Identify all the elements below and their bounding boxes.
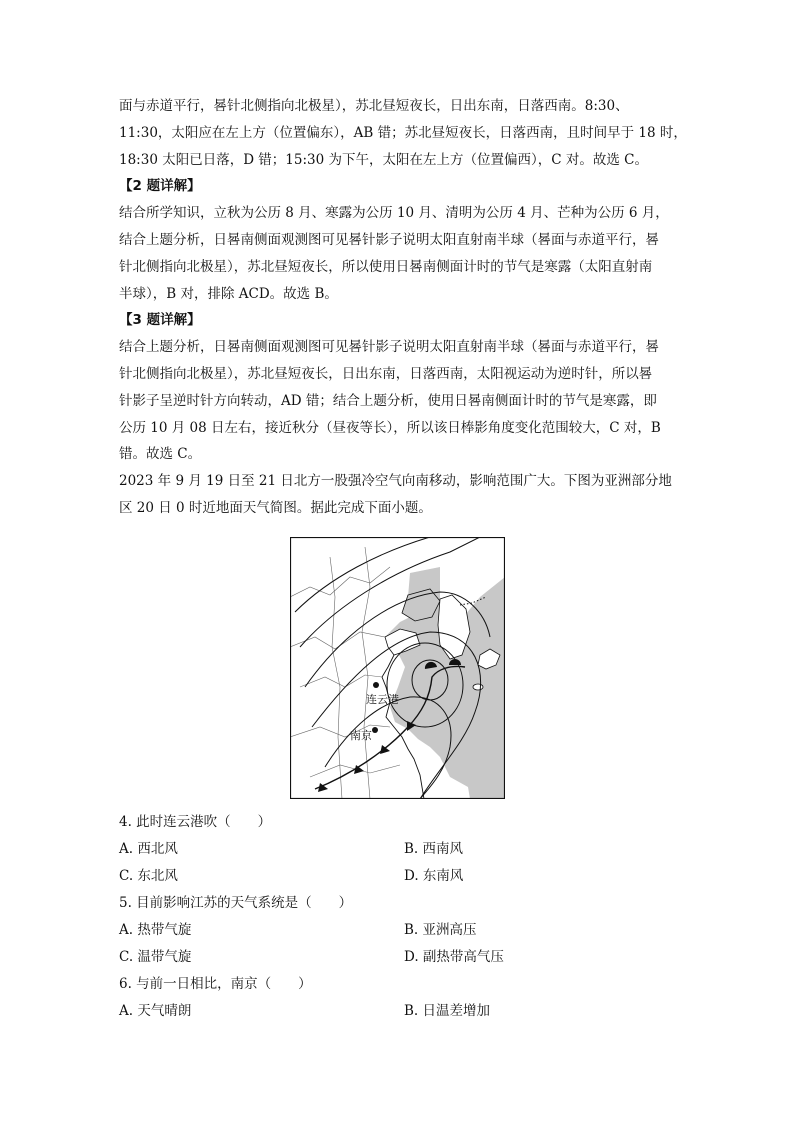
explanation-line: 半球），B 对，排除 ACD。故选 B。	[119, 285, 338, 302]
explanation-line: 针北侧指向北极星），苏北昼短夜长，日出东南，日落西南，太阳视运动为逆时针，所以晷	[119, 365, 653, 382]
q4-option-c[interactable]: C. 东北风	[119, 868, 178, 884]
explanation-line: 结合上题分析，日晷南侧面观测图可见晷针影子说明太阳直射南半球（晷面与赤道平行，晷	[119, 231, 659, 248]
explanation-line: 针影子呈逆时针方向转动，AD 错；结合上题分析，使用日晷南侧面计时的节气是寒露，即	[119, 392, 657, 409]
q6-option-b[interactable]: B. 日温差增加	[404, 1003, 491, 1019]
question-5-stem: 5. 目前影响江苏的天气系统是（ ）	[119, 895, 353, 911]
small-island	[473, 684, 483, 690]
explanation-section	[119, 93, 699, 522]
explanation-line: 结合所学知识，立秋为公历 8 月、寒露为公历 10 月、清明为公历 4 月、芒种为公历 6 月，	[119, 205, 669, 222]
weather-map	[290, 537, 505, 799]
intro-line: 区 20 日 0 时近地面天气简图。据此完成下面小题。	[119, 499, 432, 516]
nanjing-label: 南京	[350, 729, 372, 742]
intro-line: 2023 年 9 月 19 日至 21 日北方一股强冷空气向南移动，影响范围广大。下图为亚洲部分地	[119, 473, 672, 490]
question-4-stem: 4. 此时连云港吹（ ）	[119, 814, 272, 830]
q4-option-a[interactable]: A. 西北风	[119, 841, 178, 857]
explanation-line: 11:30，太阳应在左上方（位置偏东），AB 错；苏北昼短夜长，日落西南，且时间早于 18 时，	[119, 124, 687, 141]
lianyungang-dot	[373, 682, 379, 688]
explanation-line: 结合上题分析，日晷南侧面观测图可见晷针影子说明太阳直射南半球（晷面与赤道平行，晷	[119, 339, 659, 356]
lianyungang-label: 连云港	[366, 693, 399, 706]
explanation-line: 18:30 太阳已日落，D 错；15:30 为下午，太阳在左上方（位置偏西），C 对。故选 C。	[119, 151, 648, 168]
q6-option-a[interactable]: A. 天气晴朗	[119, 1003, 192, 1019]
explanation-line: 错。故选 C。	[119, 446, 202, 463]
q4-option-d[interactable]: D. 东南风	[404, 868, 464, 884]
q3-heading: 【3 题详解】	[119, 312, 201, 329]
explanation-line: 面与赤道平行，晷针北侧指向北极星），苏北昼短夜长，日出东南，日落西南。8:30、	[119, 98, 629, 114]
province-borders	[290, 547, 400, 799]
explanation-line: 针北侧指向北极星），苏北昼短夜长，所以使用日晷南侧面计时的节气是寒露（太阳直射南	[119, 258, 653, 275]
q2-heading: 【2 题详解】	[119, 178, 201, 195]
q5-option-a[interactable]: A. 热带气旋	[119, 922, 192, 938]
q5-option-d[interactable]: D. 副热带高气压	[404, 949, 504, 965]
explanation-line: 公历 10 月 08 日左右，接近秋分（昼夜等长），所以该日棒影角度变化范围较大，C 对，B	[119, 419, 661, 436]
question-6-stem: 6. 与前一日相比，南京（ ）	[119, 976, 312, 992]
q5-option-c[interactable]: C. 温带气旋	[119, 949, 192, 965]
q5-option-b[interactable]: B. 亚洲高压	[404, 922, 477, 938]
nanjing-dot	[372, 727, 378, 733]
q4-option-b[interactable]: B. 西南风	[404, 841, 464, 857]
